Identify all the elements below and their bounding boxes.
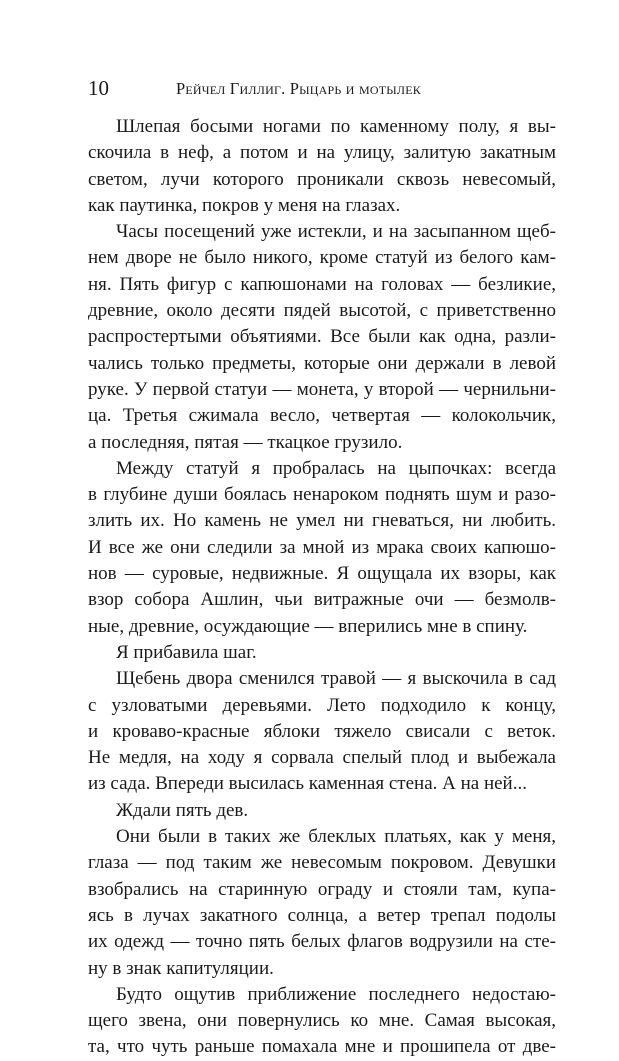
text-line: та, что чуть раньше помахала мне и прошипела от две- bbox=[88, 1036, 556, 1058]
text-line: древние, около десяти пядей высотой, с приветственно bbox=[88, 300, 556, 322]
page-header bbox=[88, 74, 548, 102]
text-line: глаза — под таким же невесомым покровом. Девушки bbox=[88, 852, 556, 874]
text-line: Ждали пять дев. bbox=[116, 799, 249, 821]
text-line: взобрались на старинную ограду и стояли там, купа- bbox=[88, 878, 556, 900]
text-line: Между статуй я пробралась на цыпочках: всегда bbox=[116, 457, 556, 479]
text-line: И все же они следили за мной из мрака своих капюшо- bbox=[88, 536, 556, 558]
running-title: Рейчел Гиллиг. Рыцарь и мотылек bbox=[176, 79, 422, 98]
text-line: ну в знак капитуляции. bbox=[88, 957, 274, 979]
text-line: чались только предметы, которые они держали в левой bbox=[88, 352, 556, 374]
text-line: Я прибавила шаг. bbox=[116, 641, 257, 663]
text-line: нем дворе не было никого, кроме статуй из белого кам- bbox=[88, 247, 556, 269]
text-line: Они были в таких же блеклых платьях, как у меня, bbox=[116, 826, 556, 848]
text-line: взор собора Ашлин, чьи витражные очи — безмолв- bbox=[88, 589, 556, 611]
text-line: ясь в лучах закатного солнца, а ветер трепал подолы bbox=[88, 904, 556, 926]
text-line: ца. Третья сжимала весло, четвертая — колокольчик, bbox=[88, 405, 556, 427]
text-line: распростертыми объятиями. Все были как одна, разли- bbox=[88, 326, 556, 348]
text-line: Часы посещений уже истекли, и на засыпанном щеб- bbox=[116, 221, 556, 243]
text-line: ня. Пять фигур с капюшонами на головах — безликие, bbox=[88, 273, 556, 295]
text-line: и кроваво-красные яблоки тяжело свисали с веток. bbox=[88, 720, 556, 742]
text-line: Шлепая босыми ногами по каменному полу, я вы- bbox=[116, 116, 556, 137]
text-line: злить их. Но камень не умел ни гневаться, ни любить. bbox=[88, 510, 556, 532]
text-line: как паутинка, покров у меня на глазах. bbox=[88, 194, 401, 216]
text-line: а последняя, пятая — ткацкое грузило. bbox=[88, 431, 403, 453]
text-line: скочила в неф, а потом и на улицу, залитую закатным bbox=[88, 142, 556, 164]
page-number: 10 bbox=[88, 76, 109, 100]
text-line: с узловатыми деревьями. Лето подходило к концу, bbox=[88, 694, 556, 716]
text-line: руке. У первой статуи — монета, у второй — чернильни- bbox=[88, 378, 556, 400]
body-text bbox=[88, 114, 556, 1061]
text-line: ные, древние, осуждающие — вперились мне в спину. bbox=[88, 615, 528, 637]
text-line: светом, лучи которого проникали сквозь невесомый, bbox=[88, 168, 556, 190]
text-line: Щебень двора сменился травой — я выскочила в сад bbox=[116, 668, 556, 690]
text-line: щего звена, они повернулись ко мне. Самая высокая, bbox=[88, 1010, 556, 1032]
text-line: Будто ощутив приближение последнего недостаю- bbox=[116, 983, 556, 1005]
text-line: из сада. Впереди высилась каменная стена. А на ней... bbox=[88, 773, 527, 795]
text-line: их одежд — точно пять белых флагов водрузили на сте- bbox=[88, 931, 556, 953]
text-line: нов — суровые, недвижные. Я ощущала их взоры, как bbox=[88, 563, 556, 585]
text-line: Не медля, на ходу я сорвала спелый плод и выбежала bbox=[88, 747, 556, 769]
text-line: в глубине души боялась ненароком поднять шум и разо- bbox=[88, 484, 556, 506]
